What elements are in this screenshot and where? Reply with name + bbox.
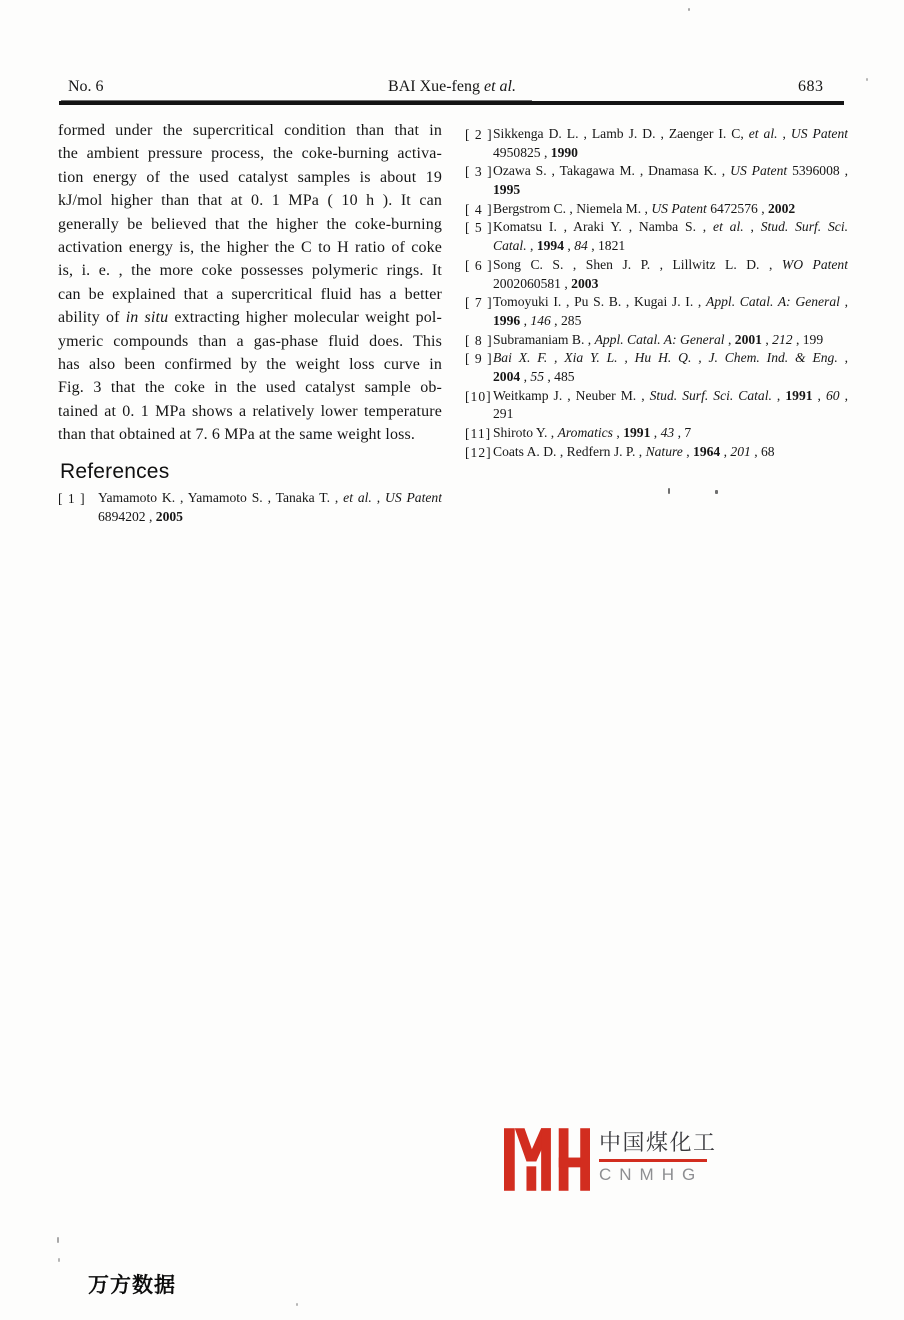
reference-item — [465, 425, 848, 444]
text-segment: Bergstrom C. , Niemela M. , — [493, 200, 652, 216]
text-segment: kJ/mol higher than that at 0. 1 MPa ( 10 h ). It can — [58, 192, 442, 210]
scan-speck — [866, 78, 868, 81]
left-column — [58, 122, 442, 528]
text-segment: , 7 — [674, 425, 692, 441]
text-segment: , — [564, 238, 575, 254]
reference-text — [493, 388, 848, 425]
running-title — [0, 78, 904, 96]
text-segment: 2003 — [571, 275, 599, 291]
text-segment: 2001 — [734, 331, 762, 347]
text-segment: , 285 — [550, 312, 582, 328]
paragraph-line — [58, 356, 442, 379]
text-segment: can be explained that a supercritical fluid has a better — [58, 285, 442, 303]
paragraph-line — [58, 403, 442, 426]
text-segment: ability of — [58, 309, 126, 327]
text-segment: Fig. 3 that the coke in the used catalyst sample ob- — [58, 379, 442, 397]
wanfang-watermark: 万方数据 — [88, 1274, 176, 1297]
reference-line — [493, 201, 848, 220]
reference-line — [493, 257, 848, 276]
scan-speck — [296, 1303, 298, 1306]
text-segment: 1991 — [623, 425, 651, 441]
reference-number: [10] — [465, 388, 492, 404]
text-segment: 1990 — [550, 144, 578, 160]
text-segment: 6894202 , — [98, 509, 156, 525]
reference-line — [493, 388, 848, 407]
text-segment: 1994 — [536, 238, 565, 254]
reference-line — [493, 369, 848, 388]
reference-text — [493, 219, 848, 256]
reference-number: [11] — [465, 426, 492, 442]
reference-item — [465, 257, 848, 294]
text-segment: tion energy of the used catalyst samples is about 19 — [58, 168, 442, 186]
text-segment: extracting higher molecular weight pol- — [168, 309, 442, 327]
text-segment: US Patent — [730, 163, 788, 179]
text-segment: , — [682, 443, 694, 459]
text-segment: 2005 — [155, 509, 183, 525]
logo-text-block — [599, 1130, 717, 1183]
paragraph-line — [58, 216, 442, 239]
reference-item — [465, 163, 848, 200]
text-segment: Ozawa S. , Takagawa M. , Dnamasa K. , — [493, 163, 731, 179]
cnmhg-logo — [504, 1128, 717, 1191]
reference-text — [493, 294, 848, 331]
text-segment: Stud. Surf. Sci. — [760, 219, 848, 235]
reference-text — [493, 257, 848, 294]
references-list-right — [465, 126, 848, 462]
page-number: 683 — [798, 78, 824, 95]
reference-text — [493, 444, 848, 463]
reference-line — [98, 490, 442, 509]
scan-speck — [58, 1258, 60, 1262]
text-segment: , — [520, 368, 531, 384]
right-column — [465, 126, 848, 462]
reference-line — [493, 332, 848, 351]
text-segment: 146 — [530, 312, 551, 328]
paragraph-line — [58, 192, 442, 215]
reference-item — [465, 219, 848, 256]
text-segment: generally be believed that the higher the coke-burning — [58, 215, 442, 233]
text-segment: 1996 — [493, 312, 521, 328]
text-segment: 6472576 , — [706, 200, 768, 216]
text-segment: 291 — [493, 406, 514, 422]
paragraph-line — [58, 262, 442, 285]
reference-item — [465, 126, 848, 163]
text-segment: et al. — [483, 78, 516, 95]
text-segment: Bai X. F. , Xia Y. L. , Hu H. Q. , — [493, 350, 709, 366]
text-segment: the ambient pressure process, the coke-burning activa- — [58, 145, 442, 163]
reference-line — [493, 350, 848, 369]
text-segment: Stud. Surf. Sci. Catal. — [649, 387, 772, 403]
reference-text — [98, 490, 442, 527]
scan-speck — [688, 8, 690, 11]
reference-line — [493, 294, 848, 313]
text-segment: 2004 — [493, 368, 521, 384]
reference-number: [12] — [465, 444, 492, 460]
reference-line — [493, 276, 848, 295]
reference-text — [493, 163, 848, 200]
reference-item — [465, 444, 848, 463]
reference-line — [493, 219, 848, 238]
text-segment: 201 — [730, 443, 751, 459]
text-segment: is, i. e. , the more coke possesses polymeric rings. It — [58, 262, 442, 280]
reference-number: [ 8 ] — [465, 332, 493, 348]
text-segment: Aromatics — [557, 425, 613, 441]
text-segment: 1995 — [493, 182, 521, 198]
text-segment: 84 — [574, 238, 588, 254]
reference-line — [493, 238, 848, 257]
text-segment: , — [743, 219, 761, 235]
text-segment: 4950825 , — [493, 144, 551, 160]
text-segment: formed under the supercritical condition than that in — [58, 122, 442, 139]
text-segment: , — [777, 126, 791, 141]
text-segment: 5396008 , — [787, 163, 848, 179]
text-segment: 1991 — [785, 387, 813, 403]
text-segment: , — [839, 294, 848, 310]
text-segment: , — [771, 387, 786, 403]
paragraph-line — [58, 122, 442, 145]
scan-speck — [715, 490, 718, 494]
text-segment: US Patent — [790, 126, 848, 141]
reference-item — [58, 490, 442, 527]
reference-text — [493, 126, 848, 163]
reference-text — [493, 201, 848, 220]
text-segment: Shiroto Y. , — [493, 425, 558, 441]
text-segment: 60 — [825, 387, 840, 403]
text-segment: Sikkenga D. L. , Lamb J. D. , Zaenger I. C, — [493, 126, 749, 141]
text-segment: 2002060581 , — [493, 275, 572, 291]
text-segment: 1964 — [693, 443, 721, 459]
text-segment: has also been confirmed by the weight loss curve in — [58, 355, 442, 373]
text-segment: et al. — [748, 126, 778, 141]
reference-item — [465, 294, 848, 331]
text-segment: , — [761, 331, 773, 347]
text-segment: US Patent — [651, 200, 707, 216]
scan-speck — [57, 1237, 59, 1243]
text-segment: , — [650, 425, 661, 441]
text-segment: tained at 0. 1 MPa shows a relatively lower temperature — [58, 402, 442, 420]
paragraph-line — [58, 169, 442, 192]
references-heading: References — [60, 460, 170, 484]
text-segment: 43 — [660, 425, 675, 441]
reference-text — [493, 350, 848, 387]
reference-number: [ 6 ] — [465, 257, 493, 273]
text-segment: activation energy is, the higher the C to H ratio of coke — [58, 238, 442, 256]
paragraph-line — [58, 239, 442, 262]
reference-number: [ 4 ] — [465, 201, 493, 217]
text-segment: Song C. S. , Shen J. P. , Lillwitz L. D. , — [493, 256, 782, 272]
paragraph-line — [58, 379, 442, 402]
scan-speck — [668, 488, 670, 494]
logo-latin-name: CNMHG — [599, 1164, 704, 1184]
reference-number: [ 9 ] — [465, 351, 493, 367]
reference-number: [ 5 ] — [465, 220, 493, 236]
text-segment: , — [720, 443, 731, 459]
text-segment: Coats A. D. , Redfern J. P. , — [493, 443, 646, 459]
reference-line — [493, 145, 848, 164]
text-segment: Catal. — [493, 238, 527, 254]
text-segment: et al. — [343, 490, 372, 506]
reference-item — [465, 350, 848, 387]
text-segment: US Patent — [385, 490, 442, 506]
text-segment: Appl. Catal. A: General — [706, 294, 840, 310]
text-segment: Tomoyuki I. , Pu S. B. , Kugai J. I. , — [493, 294, 707, 310]
text-segment: WO Patent — [781, 256, 848, 272]
text-segment: ymeric compounds than a gas-phase fluid does. This — [58, 332, 442, 350]
text-segment: et al. — [713, 219, 744, 235]
reference-item — [465, 332, 848, 351]
text-segment: , — [612, 425, 624, 441]
reference-line — [493, 313, 848, 332]
text-segment: than that obtained at 7. 6 MPa at the same weight loss. — [58, 426, 416, 444]
text-segment: Yamamoto K. , Yamamoto S. , Tanaka T. , — [98, 490, 344, 506]
text-segment: , 199 — [792, 331, 824, 347]
paragraph-line — [58, 286, 442, 309]
reference-line — [493, 182, 848, 201]
text-segment: , — [371, 490, 385, 506]
text-segment: Nature — [645, 443, 683, 459]
reference-item — [465, 388, 848, 425]
reference-text — [493, 332, 848, 351]
paragraph-line — [58, 333, 442, 356]
logo-chinese-name: 中国煤化工 — [599, 1130, 717, 1155]
text-segment: J. Chem. Ind. & Eng. — [708, 350, 838, 366]
text-segment: , 68 — [750, 443, 775, 459]
cnmhg-logo-mark — [504, 1128, 590, 1191]
body-paragraph — [58, 122, 442, 449]
text-segment: , — [526, 238, 537, 254]
page-header — [0, 78, 904, 100]
reference-line — [493, 406, 848, 425]
reference-text — [493, 425, 848, 444]
text-segment: , — [839, 387, 848, 403]
text-segment: 212 — [772, 331, 793, 347]
header-rule — [59, 101, 844, 105]
issue-number: No. 6 — [68, 78, 104, 95]
reference-item — [465, 201, 848, 220]
text-segment: 2002 — [768, 200, 796, 216]
text-segment: Weitkamp J. , Neuber M. , — [493, 387, 650, 403]
reference-number: [ 7 ] — [465, 295, 493, 311]
text-segment: , — [520, 312, 531, 328]
reference-number: [ 3 ] — [465, 164, 493, 180]
text-segment: , — [837, 350, 848, 366]
reference-line — [98, 509, 442, 528]
reference-line — [493, 126, 848, 145]
references-list-left — [58, 490, 442, 527]
reference-line — [493, 163, 848, 182]
text-segment: , — [724, 331, 735, 347]
reference-line — [493, 425, 848, 444]
text-segment: , 1821 — [587, 238, 626, 254]
text-segment: Subramaniam B. , — [493, 331, 595, 347]
reference-number: [ 2 ] — [465, 127, 493, 142]
text-segment: , 485 — [543, 368, 575, 384]
text-segment: Komatsu I. , Araki Y. , Namba S. , — [493, 219, 714, 235]
paragraph-line — [58, 145, 442, 168]
text-segment: , — [812, 387, 826, 403]
reference-line — [493, 444, 848, 463]
text-segment: 55 — [530, 368, 544, 384]
text-segment: Appl. Catal. A: General — [594, 331, 725, 347]
paragraph-line — [58, 426, 442, 449]
logo-underline — [599, 1159, 707, 1162]
text-segment: in situ — [125, 309, 169, 327]
text-segment: BAI Xue-feng — [388, 78, 484, 95]
paragraph-line — [58, 309, 442, 332]
reference-number: [ 1 ] — [58, 491, 86, 507]
